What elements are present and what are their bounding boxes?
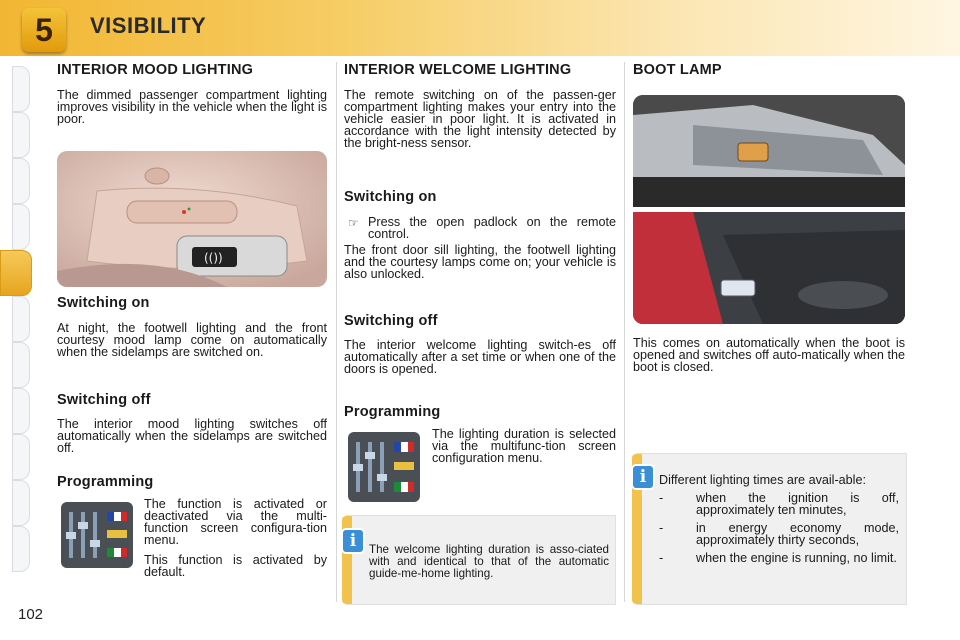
list-item: - when the engine is running, no limit. [659,551,897,565]
subheading-switching-off: Switching off [344,313,438,329]
chapter-tab [12,296,30,342]
info-content [659,474,899,564]
info-i-icon: i [633,466,653,488]
info-i-icon: i [343,530,363,552]
chapter-header [0,0,960,56]
switching-off-text: The interior welcome lighting switch-es off automatically after a set time or when one of the doors is opened. [344,338,616,376]
chapter-tab [12,66,30,112]
subheading-switching-on: Switching on [57,295,150,311]
bullet-text: Press the open padlock on the remote control. [368,215,616,241]
boot-lamp-text: This comes on automatically when the boot is opened and switches off auto-matically when the boot is closed. [633,336,905,374]
info-note-box [346,515,616,605]
chapter-tab [12,342,30,388]
switching-on-text: The front door sill lighting, the footwell lighting and the courtesy lamps come on; your vehicle is also unlocked. [344,243,616,281]
info-note-box [636,453,907,605]
chapter-tab [12,526,30,572]
switching-on-text: At night, the footwell lighting and the front courtesy mood lamp come on automatically when the sidelamps are switched on. [57,321,327,359]
page-title: VISIBILITY [90,13,207,38]
chapter-tab [12,388,30,434]
chapter-tab [12,112,30,158]
column-divider [336,62,337,602]
chapter-tab [12,480,30,526]
subheading-programming: Programming [57,474,154,490]
section-heading: INTERIOR WELCOME LIGHTING [344,62,572,78]
chapter-tab [12,158,30,204]
pointing-hand-icon: ☞ [348,216,359,230]
page-number: 102 [18,606,44,623]
section-heading: INTERIOR MOOD LIGHTING [57,62,254,78]
bullet-item [344,216,616,240]
section-intro: The dimmed passenger compartment lighting improves visibility in the vehicle when the light is poor. [57,88,327,126]
config-menu-icon [348,432,420,502]
list-item: - in energy economy mode, approximately thirty seconds, [659,521,899,547]
info-note-text: The welcome lighting duration is asso-ciated with and identical to that of the automatic guide-me-home lighting. [369,543,609,580]
chapter-badge-icon: 5 [22,8,66,52]
subheading-programming: Programming [344,404,441,420]
programming-text-1: The function is activated or deactivated via the multi-function screen configura-tion menu. [144,497,327,547]
chapter-tab-active [0,250,32,296]
info-list [659,492,899,564]
subheading-switching-off: Switching off [57,392,151,408]
list-item: - when the ignition is off, approximately ten minutes, [659,491,899,517]
boot-lamp-photo [633,95,905,324]
programming-text-2: This function is activated by default. [144,553,327,579]
config-menu-icon [61,502,133,568]
subheading-switching-on: Switching on [344,189,437,205]
programming-text: The lighting duration is selected via the multifunc-tion screen configuration menu. [432,427,616,465]
section-intro: The remote switching on of the passen-ger compartment lighting makes your entry into the vehicle easier in poor light. It is activated in accordance with the light intensity detected by the bright-ness sensor. [344,88,616,150]
section-heading: BOOT LAMP [633,62,722,78]
chapter-tabs [0,62,34,582]
column-divider [624,62,625,602]
svg-text:(()): (()) [204,251,223,265]
switching-off-text: The interior mood lighting switches off automatically when the sidelamps are switched off. [57,417,327,455]
mood-lamp-photo [57,151,327,287]
info-intro-text: Different lighting times are avail-able: [659,473,866,487]
chapter-tab [12,204,30,250]
chapter-tab [12,434,30,480]
